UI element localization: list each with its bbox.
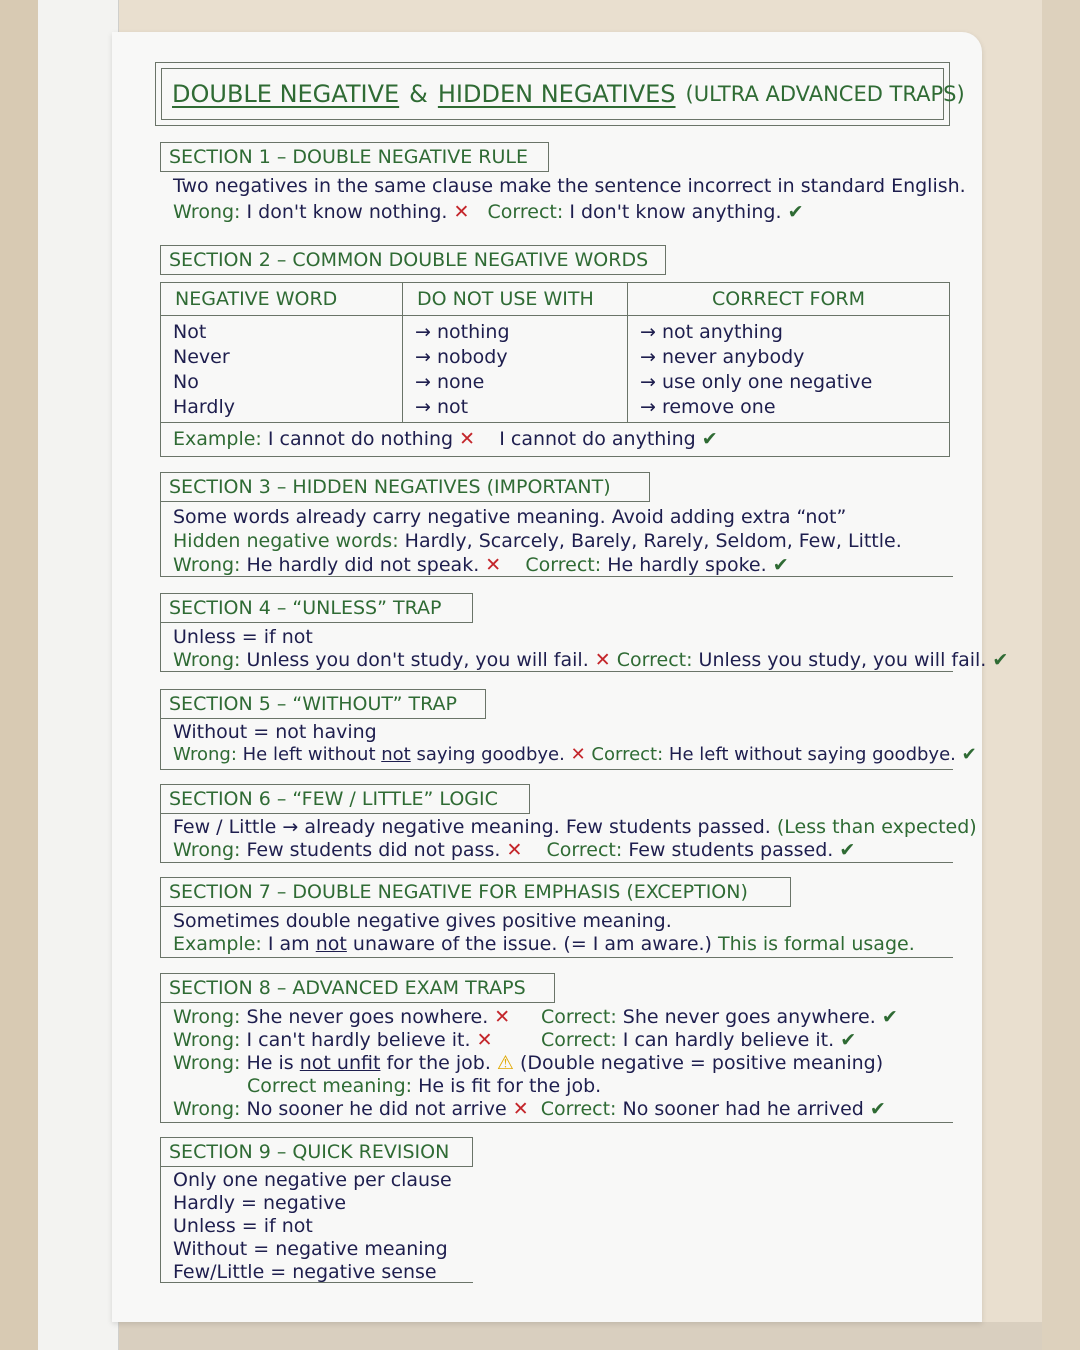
s6-example-line (173, 838, 855, 862)
s6-line-1 (173, 815, 977, 839)
section-8-heading: SECTION 8 – ADVANCED EXAM TRAPS (160, 973, 555, 1003)
s5-example-line (173, 743, 977, 767)
title-part-2: HIDDEN NEGATIVES (437, 80, 676, 108)
page-title (161, 68, 965, 120)
list-item: Never (173, 346, 230, 368)
correct-label: Correct: (546, 839, 623, 861)
cross-icon: ✕ (485, 554, 502, 576)
s8-trap-1 (173, 1005, 510, 1029)
correct-sentence: No sooner had he arrived (622, 1098, 864, 1120)
check-icon: ✔ (787, 201, 804, 223)
table-header-do-not-use-with: DO NOT USE WITH (403, 283, 628, 316)
wrong-label: Wrong: (173, 744, 237, 765)
section-4-heading: SECTION 4 – “UNLESS” TRAP (160, 593, 473, 623)
correct-sentence: I don't know anything. (569, 201, 782, 223)
section-9-heading: SECTION 9 – QUICK REVISION (160, 1137, 473, 1167)
table-header-correct-form: CORRECT FORM (628, 283, 950, 316)
wrong-sentence: Unless you don't study, you will fail. (246, 649, 589, 671)
cross-icon: ✕ (506, 839, 523, 861)
check-icon: ✔ (961, 744, 977, 765)
example-label: Example: (173, 933, 262, 955)
table-header-negative-word: NEGATIVE WORD (161, 283, 403, 316)
cross-icon: ✕ (570, 744, 586, 765)
section-6-heading: SECTION 6 – “FEW / LITTLE” LOGIC (160, 784, 530, 814)
s1-example-line (173, 200, 803, 224)
notebook-page (112, 32, 982, 1322)
example-label: Example: (173, 428, 262, 450)
correct-form-cell (628, 316, 950, 423)
background-right (1042, 0, 1080, 1350)
table-body-row (161, 316, 950, 423)
correct-label: Correct: (616, 649, 693, 671)
wrong-label: Wrong: (173, 1006, 241, 1028)
wrong-sentence: I cannot do nothing (267, 428, 454, 450)
do-not-use-cell (403, 316, 628, 423)
s7-line-1: Sometimes double negative gives positive meaning. (173, 910, 672, 932)
s3-example-line (173, 553, 789, 577)
list-item: Not (173, 321, 207, 343)
hidden-words-list: Hardly, Scarcely, Barely, Rarely, Seldom, Few, Little. (404, 530, 902, 552)
correct-label: Correct: (525, 554, 602, 576)
section-2-heading: SECTION 2 – COMMON DOUBLE NEGATIVE WORDS (160, 245, 666, 275)
correct-label: Correct: (487, 201, 564, 223)
s4-example-line (173, 648, 1008, 672)
list-item: → none (415, 371, 485, 393)
title-ampersand: & (409, 80, 428, 108)
underlined-word: not (315, 933, 347, 955)
s3-hidden-words-line (173, 529, 902, 553)
wrong-sentence: She never goes nowhere. (246, 1006, 489, 1028)
cross-icon: ✕ (594, 649, 611, 671)
list-item: → remove one (640, 396, 776, 418)
wrong-sentence-end: for the job. (386, 1052, 491, 1074)
s7-example-line (173, 932, 915, 956)
list-item: → not (415, 396, 469, 418)
cross-icon: ✕ (459, 428, 476, 450)
wrong-label: Wrong: (173, 1052, 241, 1074)
table-header-row (161, 283, 950, 316)
left-page-edge (38, 0, 119, 1350)
s1-rule-text: Two negatives in the same clause make the sentence incorrect in standard English. (173, 175, 966, 197)
s8-trap-2-correct (541, 1028, 856, 1052)
section-7-heading: SECTION 7 – DOUBLE NEGATIVE FOR EMPHASIS (EXCEPTION) (160, 877, 791, 907)
title-subtitle: (ULTRA ADVANCED TRAPS) (685, 82, 965, 106)
correct-sentence: Unless you study, you will fail. (698, 649, 987, 671)
example-sentence-end: unaware of the issue. (= I am aware.) (352, 933, 712, 955)
check-icon: ✔ (839, 839, 856, 861)
s5-line-1: Without = not having (173, 721, 377, 743)
correct-sentence: He left without saying goodbye. (668, 744, 956, 765)
correct-sentence: She never goes anywhere. (622, 1006, 876, 1028)
s8-trap-1-correct (541, 1005, 898, 1029)
cross-icon: ✕ (476, 1029, 493, 1051)
example-sentence: I am (267, 933, 310, 955)
correct-sentence: I cannot do anything (499, 428, 696, 450)
negative-words-table (160, 282, 950, 457)
hidden-words-label: Hidden negative words: (173, 530, 399, 552)
negative-word-cell (161, 316, 403, 423)
wrong-label: Wrong: (173, 554, 241, 576)
correct-label: Correct: (540, 1098, 617, 1120)
list-item: → nobody (415, 346, 508, 368)
wrong-label: Wrong: (173, 649, 241, 671)
formal-usage-note: This is formal usage. (718, 933, 915, 955)
section-5-heading: SECTION 5 – “WITHOUT” TRAP (160, 689, 486, 719)
cross-icon: ✕ (512, 1098, 529, 1120)
wrong-sentence: Few students did not pass. (246, 839, 501, 861)
wrong-sentence: He is (246, 1052, 294, 1074)
list-item: → use only one negative (640, 371, 873, 393)
correct-meaning-label: Correct meaning: (247, 1075, 413, 1097)
revision-item: Unless = if not (173, 1215, 313, 1237)
cross-icon: ✕ (453, 201, 470, 223)
section-3-heading: SECTION 3 – HIDDEN NEGATIVES (IMPORTANT) (160, 472, 650, 502)
few-little-rule: Few / Little → already negative meaning. (173, 816, 560, 838)
check-icon: ✔ (869, 1098, 886, 1120)
wrong-sentence-end: saying goodbye. (416, 744, 565, 765)
correct-label: Correct: (541, 1029, 617, 1051)
section-1-heading: SECTION 1 – DOUBLE NEGATIVE RULE (160, 142, 549, 172)
wrong-sentence: I can't hardly believe it. (246, 1029, 471, 1051)
page-title-box (155, 62, 965, 126)
table-surface (38, 1322, 1042, 1350)
wrong-label: Wrong: (173, 1029, 241, 1051)
wrong-sentence: No sooner he did not arrive (246, 1098, 507, 1120)
s8-correct-meaning (247, 1074, 601, 1098)
list-item: → never anybody (640, 346, 805, 368)
cross-icon: ✕ (494, 1006, 511, 1028)
revision-item: Only one negative per clause (173, 1169, 452, 1191)
double-negative-note: (Double negative = positive meaning) (520, 1052, 884, 1074)
underlined-word: not unfit (299, 1052, 381, 1074)
s8-trap-2 (173, 1028, 493, 1052)
wrong-sentence: He hardly did not speak. (246, 554, 480, 576)
correct-meaning-sentence: He is fit for the job. (418, 1075, 602, 1097)
s4-line-1: Unless = if not (173, 626, 313, 648)
wrong-sentence: I don't know nothing. (246, 201, 448, 223)
revision-item: Few/Little = negative sense (173, 1261, 437, 1283)
check-icon: ✔ (772, 554, 789, 576)
s8-trap-4 (173, 1097, 886, 1121)
list-item: → not anything (640, 321, 783, 343)
list-item: No (173, 371, 199, 393)
s3-line-1: Some words already carry negative meaning. Avoid adding extra “not” (173, 506, 847, 528)
s8-trap-3 (173, 1051, 883, 1075)
table-example-row (161, 423, 950, 457)
background-left (0, 0, 38, 1350)
check-icon: ✔ (992, 649, 1009, 671)
wrong-label: Wrong: (173, 1098, 241, 1120)
check-icon: ✔ (840, 1029, 857, 1051)
warning-icon: ⚠ (496, 1052, 514, 1074)
wrong-label: Wrong: (173, 839, 241, 861)
underlined-word: not (381, 744, 411, 765)
revision-item: Without = negative meaning (173, 1238, 448, 1260)
title-part-1: DOUBLE NEGATIVE (172, 80, 400, 108)
correct-sentence: I can hardly believe it. (622, 1029, 835, 1051)
correct-label: Correct: (541, 1006, 617, 1028)
example-cell (161, 423, 950, 457)
check-icon: ✔ (701, 428, 718, 450)
wrong-label: Wrong: (173, 201, 241, 223)
correct-sentence: Few students passed. (628, 839, 834, 861)
few-example: Few students passed. (565, 816, 771, 838)
list-item: → nothing (415, 321, 510, 343)
check-icon: ✔ (881, 1006, 898, 1028)
list-item: Hardly (173, 396, 235, 418)
few-note: (Less than expected) (776, 816, 977, 838)
correct-sentence: He hardly spoke. (607, 554, 767, 576)
wrong-sentence: He left without (242, 744, 376, 765)
correct-label: Correct: (591, 744, 664, 765)
revision-item: Hardly = negative (173, 1192, 347, 1214)
